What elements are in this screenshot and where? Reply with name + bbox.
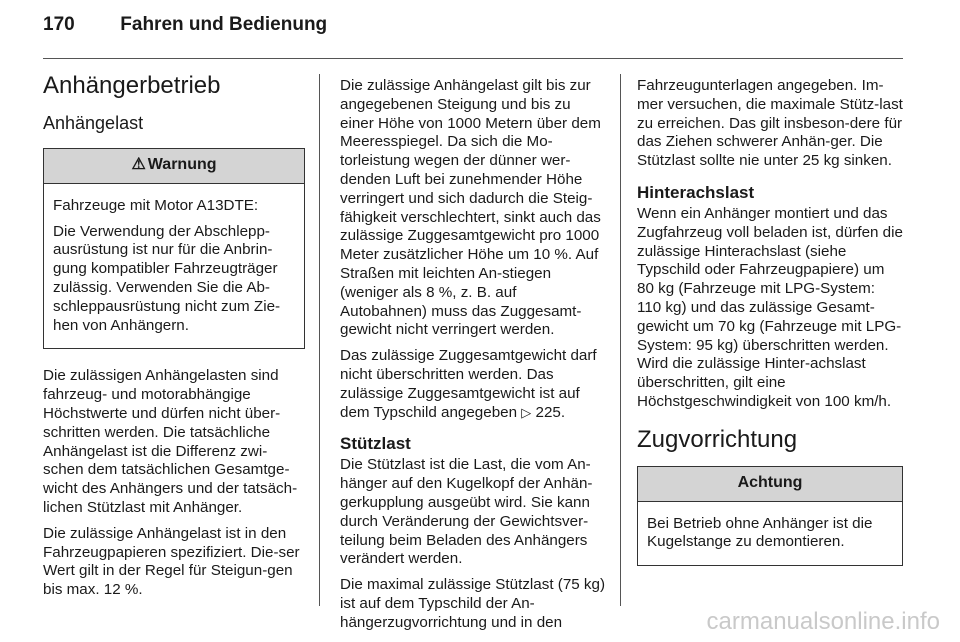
column-1 xyxy=(43,72,305,607)
page-header xyxy=(43,14,327,36)
header-title: Fahren und Bedienung xyxy=(120,14,328,35)
warning-body xyxy=(44,184,304,349)
caution-text: Bei Betrieb ohne Anhänger ist die Kugelstange zu demontieren. xyxy=(647,514,873,551)
paragraph: Die maximal zulässige Stützlast (75 kg) ist auf dem Typschild der An-hängerzugvorrichtung und in den xyxy=(340,576,606,631)
subtitle-anhaengelast: Anhängelast xyxy=(43,113,144,133)
warning-text-2: Die Verwendung der Abschlepp-ausrüstung ist nur für die Anbrin-gung kompatibler Fahrzeugträger zulässig. Verwenden Sie die Ab-schleppausrüstung nicht zum Zie-hen von Anhängern. xyxy=(53,222,281,334)
column-divider-1 xyxy=(319,74,320,606)
column-3 xyxy=(637,77,903,584)
header-rule xyxy=(43,58,903,59)
paragraph: Die zulässige Anhängelast gilt bis zur angegebenen Steigung und bis zu einer Höhe von 1000 Metern über dem Meeresspiegel. Da sich die Mo-torleistung wegen der dünner wer-denden Luft bei zunehmender Höhe verringert und sich dadurch die Steig-fähigkeit verschlechtert, sinkt auch das zulässige Zuggesamtgewicht pro 1000 Meter zusätzlicher Höhe um 10 %. Auf Straßen mit leichten An-stiegen (weniger als 8 %, z. B. auf Autobahnen) muss das Zuggesamt-gewicht nicht verringert werden. xyxy=(340,77,601,339)
heading-hinterachslast: Hinterachslast xyxy=(637,182,755,202)
caution-box xyxy=(637,466,903,566)
warning-label: Warnung xyxy=(147,156,217,173)
warning-box xyxy=(43,148,305,349)
column-divider-2 xyxy=(620,74,621,606)
column-2 xyxy=(340,77,606,640)
watermark: carmanualsonline.info xyxy=(706,608,940,635)
section-title-zugvorrichtung: Zugvorrichtung xyxy=(637,425,798,453)
paragraph: Wenn ein Anhänger montiert und das Zugfahrzeug voll beladen ist, dürfen die zulässige Hinterachslast (siehe Typschild oder Fahrzeugpapiere) um 80 kg (Fahrzeuge mit LPG-System: 110 kg) und das zulässige Gesamt-gewicht um 70 kg (Fahrzeuge mit LPG-System: 95 kg) überschritten werden. Wird die zulässige Hinter-achslast überschritten, gilt eine Höchstgeschwindigkeit von 100 km/h. xyxy=(637,204,903,410)
paragraph: Die Stützlast ist die Last, die vom An-hänger auf den Kugelkopf der Anhän-gerkupplung ausgeübt wird. Sie kann durch Veränderung der Gewichtsver-teilung beim Beladen des Anhängers verändert werden. xyxy=(340,456,593,568)
page-reference-link[interactable]: 225. xyxy=(535,403,566,421)
paragraph: Die zulässige Anhängelast ist in den Fahrzeugpapieren spezifiziert. Die-ser Wert gilt in der Regel für Steigun-gen bis max. 12 %. xyxy=(43,524,300,599)
warning-triangle-icon: ⚠ xyxy=(131,156,146,173)
heading-stuetzlast: Stützlast xyxy=(340,434,411,454)
paragraph: Die zulässigen Anhängelasten sind fahrzeug- und motorabhängige Höchstwerte und dürfen nicht über-schritten werden. Die tatsächliche Anhängelast ist die Differenz zwi-schen dem tatsächlichen Gesamtge-wicht des Anhängers und der tatsäch-lichen Stützlast mit Anhänger. xyxy=(43,367,298,516)
caution-header: Achtung xyxy=(638,467,902,502)
page-number: 170 xyxy=(43,14,75,35)
paragraph-typschild xyxy=(340,347,606,422)
paragraph-text: Das zulässige Zuggesamtgewicht darf nicht überschritten werden. Das zulässige Zuggesamtgewicht ist auf dem Typschild angegeben xyxy=(340,347,597,421)
paragraph: Fahrzeugunterlagen angegeben. Im-mer versuchen, die maximale Stütz-last zu erreichen. Das gilt insbeson-dere für das Ziehen schwerer Anhän-ger. Die Stützlast sollte nie unter 25 kg sinken. xyxy=(637,77,903,170)
caution-body xyxy=(638,502,902,566)
section-title-anhaengerbetrieb: Anhängerbetrieb xyxy=(43,72,221,99)
warning-header xyxy=(44,149,304,184)
warning-text-1: Fahrzeuge mit Motor A13DTE: xyxy=(53,196,259,214)
reference-arrow-icon: ▷ xyxy=(521,404,532,420)
